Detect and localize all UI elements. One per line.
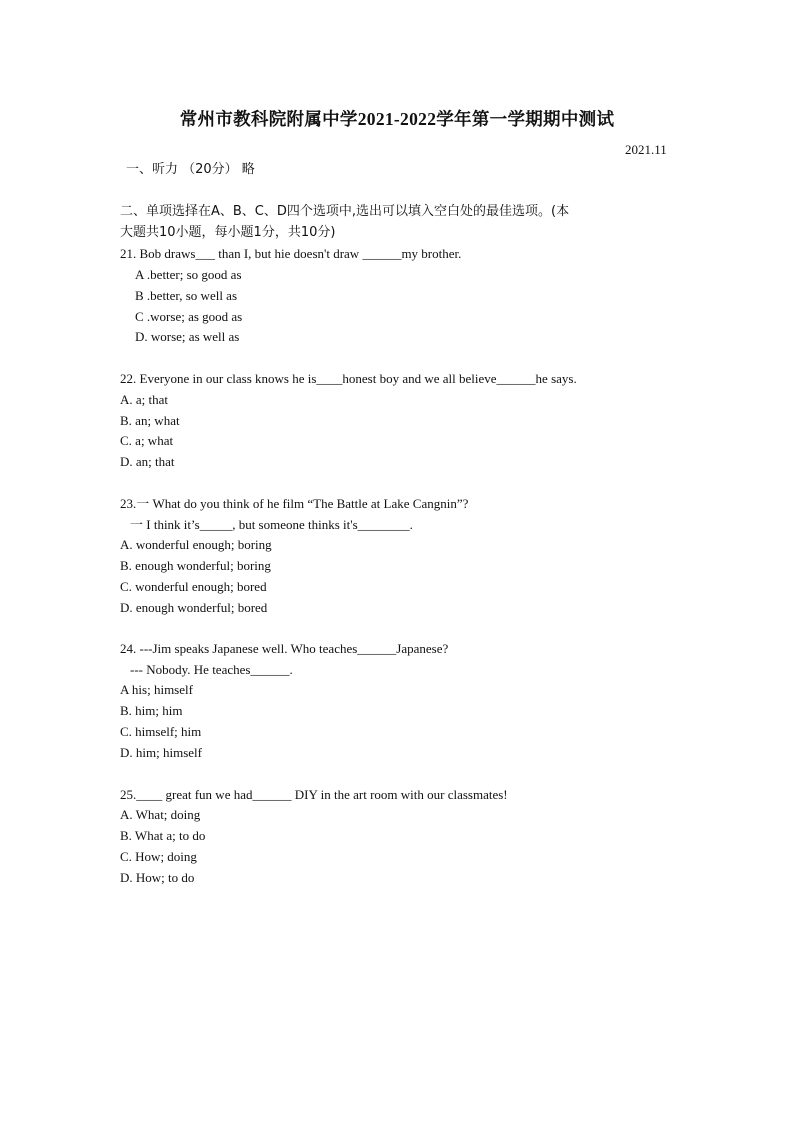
question-24-option-a: A his; himself <box>120 682 193 697</box>
question-21-option-c: C .worse; as good as <box>135 309 243 324</box>
question-24-option-d: D. him; himself <box>120 745 202 760</box>
question-25-option-c: C. How; doing <box>120 849 197 864</box>
question-22-stem: 22. Everyone in our class knows he is____honest boy and we all believe______he says. <box>120 371 577 386</box>
exam-date: 2021.11 <box>625 142 667 157</box>
question-23-stem-cont: 一 I think it’s_____, but someone thinks it's________. <box>130 517 413 532</box>
question-22-option-a: A. a; that <box>120 392 169 407</box>
choice-section-heading-cont: 大题共10小题，每小题1分，共10分) <box>120 225 336 240</box>
question-24-option-c: C. himself; him <box>120 724 202 739</box>
question-25-option-a: A. What; doing <box>120 807 201 822</box>
question-23-option-a: A. wonderful enough; boring <box>120 537 272 552</box>
question-24-option-b: B. him; him <box>120 703 183 718</box>
question-25-stem: 25.____ great fun we had______ DIY in the art room with our classmates! <box>120 787 508 802</box>
question-24-stem-cont: --- Nobody. He teaches______. <box>130 662 293 677</box>
question-21-option-a: A .better; so good as <box>135 267 242 282</box>
choice-section-heading: 二、单项选择在A、B、C、D四个选项中,选出可以填入空白处的最佳选项。(本 <box>120 204 570 219</box>
question-24-stem: 24. ---Jim speaks Japanese well. Who teaches______Japanese? <box>120 641 449 656</box>
question-21-option-d: D. worse; as well as <box>135 329 240 344</box>
question-22-option-d: D. an; that <box>120 454 175 469</box>
question-21-stem: 21. Bob draws___ than I, but hie doesn't draw ______my brother. <box>120 246 462 261</box>
question-21-option-b: B .better, so well as <box>135 288 238 303</box>
question-23-option-c: C. wonderful enough; bored <box>120 579 267 594</box>
question-22-option-c: C. a; what <box>120 433 174 448</box>
question-23-stem: 23.一 What do you think of he film “The Battle at Lake Cangnin”? <box>120 496 469 511</box>
question-23-option-d: D. enough wonderful; bored <box>120 600 268 615</box>
question-22-option-b: B. an; what <box>120 413 180 428</box>
listening-section: 一、听力 （20分） 略 <box>126 162 255 177</box>
page-title: 常州市教科院附属中学2021-2022学年第一学期期中测试 <box>179 109 615 129</box>
question-25-option-d: D. How; to do <box>120 870 195 885</box>
question-25-option-b: B. What a; to do <box>120 828 206 843</box>
question-23-option-b: B. enough wonderful; boring <box>120 558 271 573</box>
